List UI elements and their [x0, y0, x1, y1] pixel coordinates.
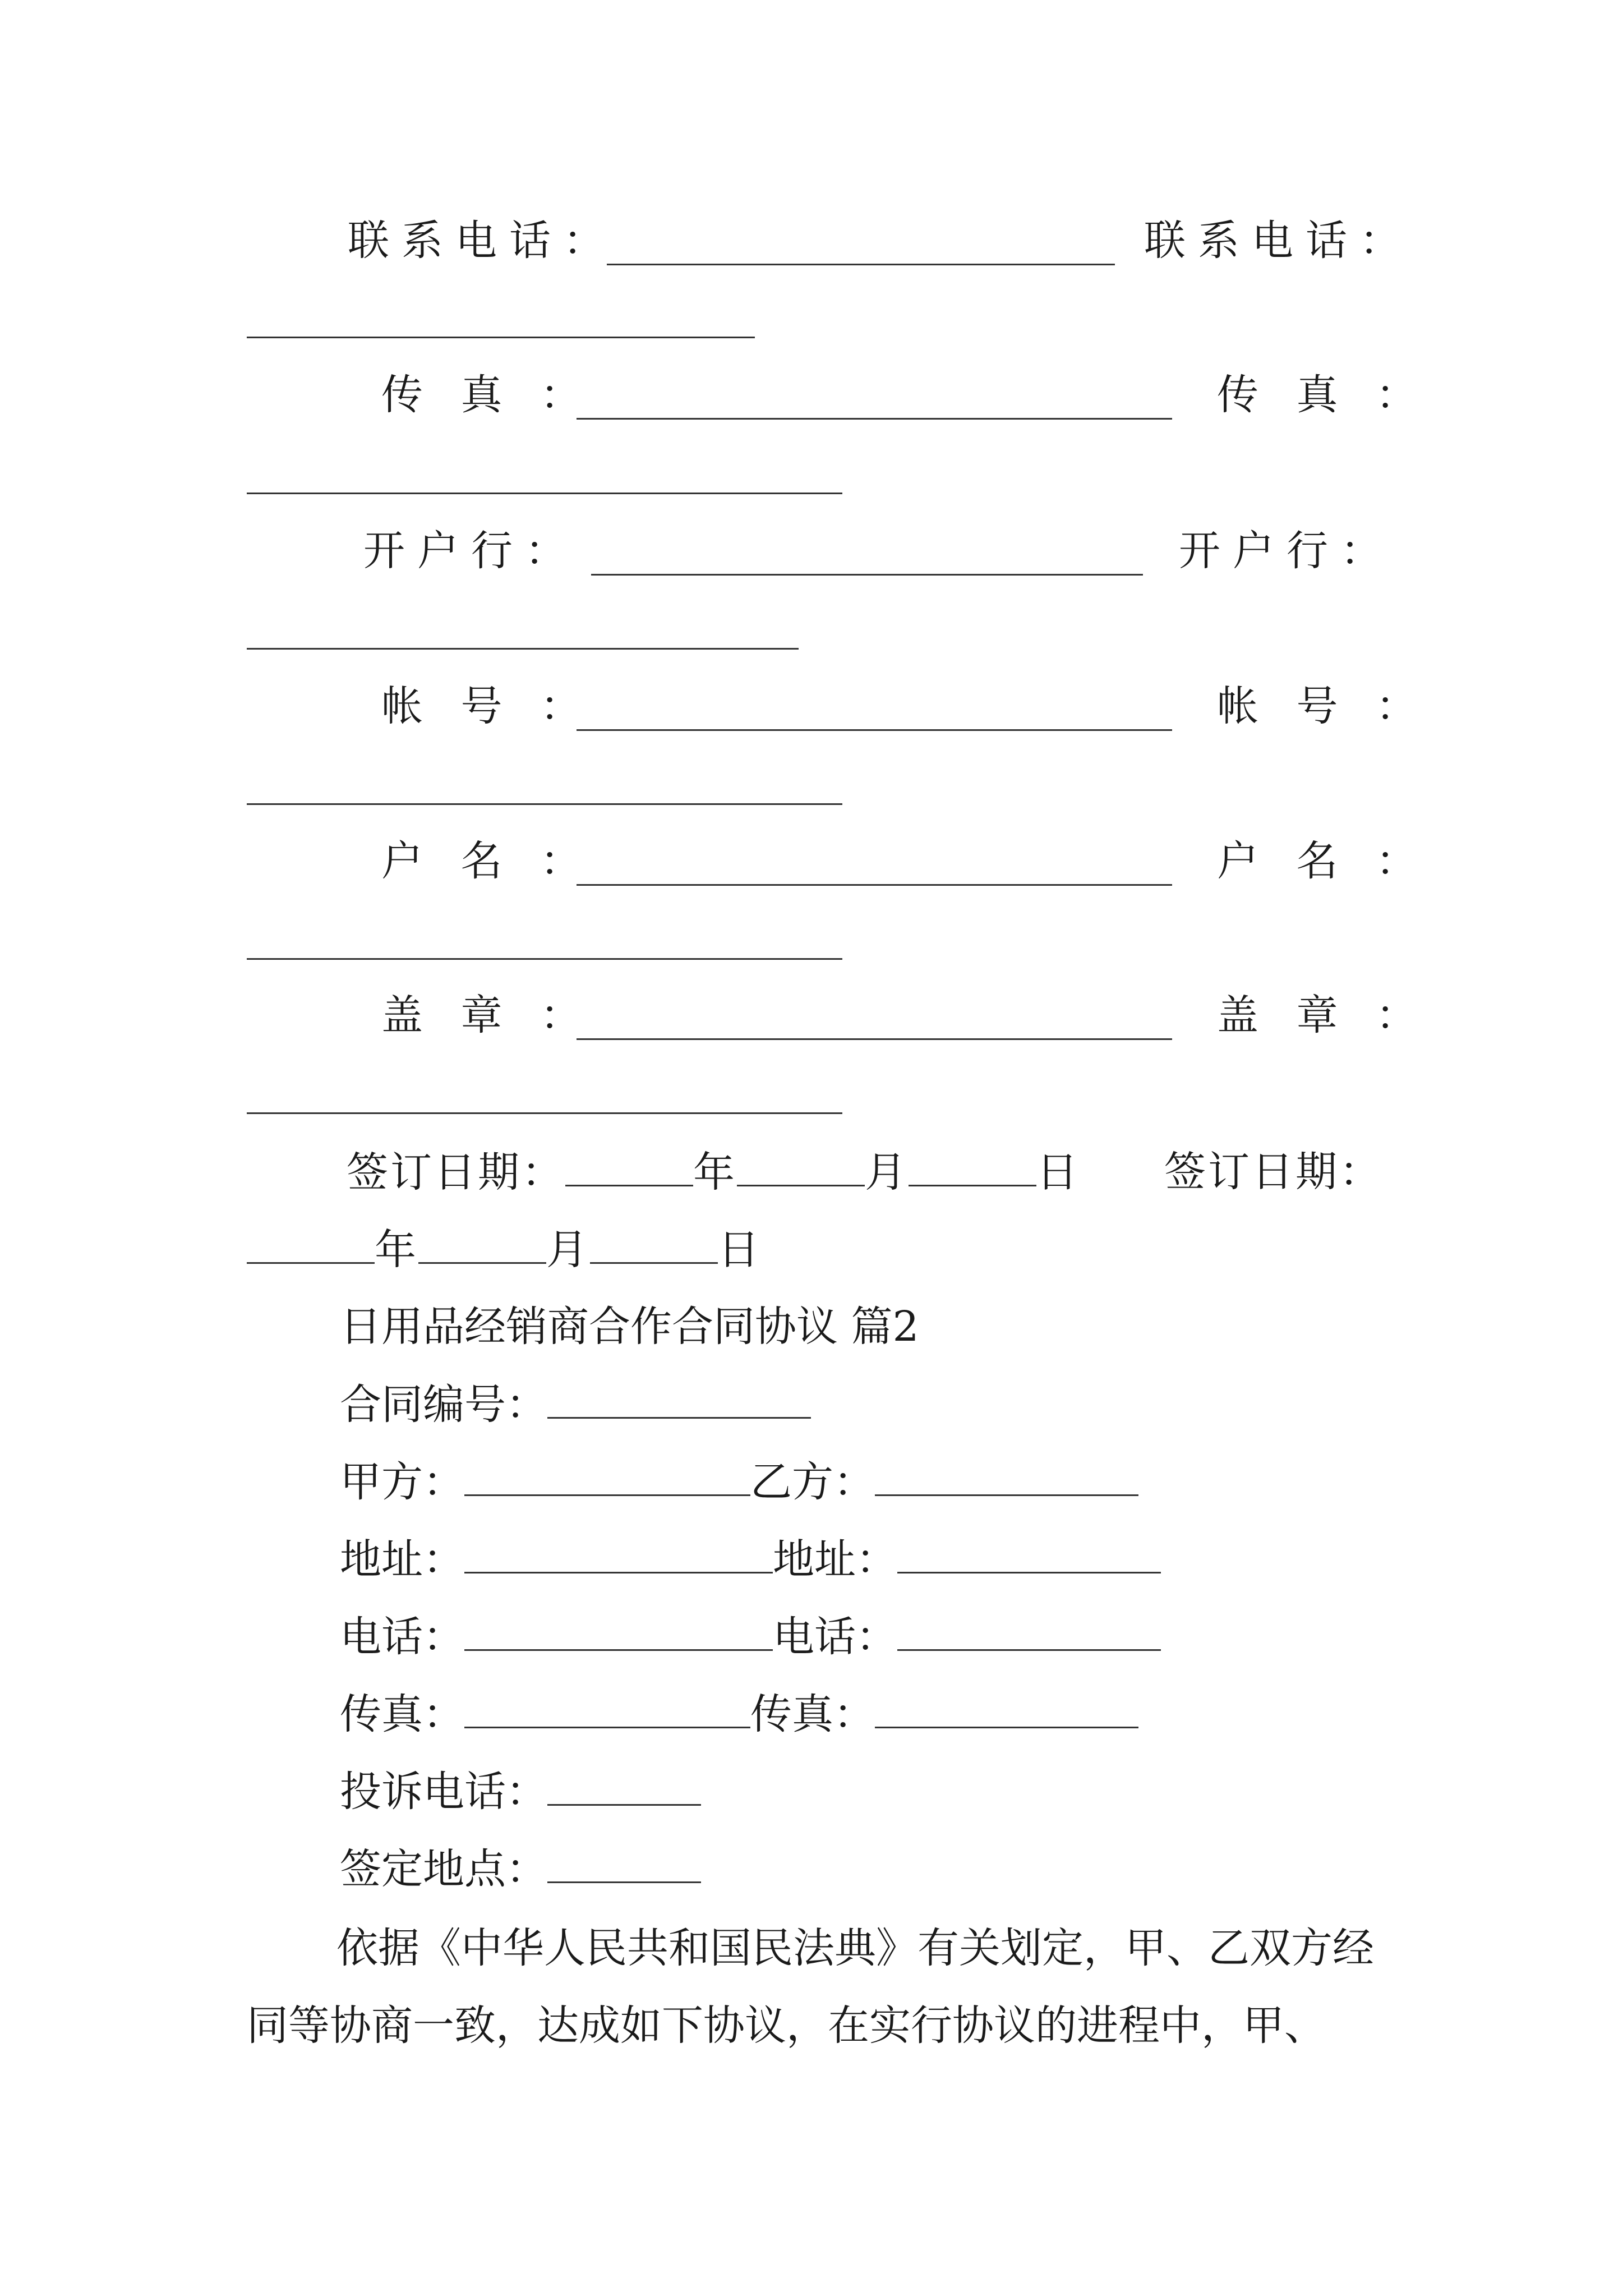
fax2-a-label: 传真：: [340, 1690, 464, 1738]
complaint-row: [340, 1768, 701, 1816]
account-label-b: 帐 号 ：: [1217, 682, 1430, 730]
fax2-a-field[interactable]: [464, 1693, 750, 1728]
seal-field-b[interactable]: [247, 1112, 842, 1114]
complaint-phone-label: 投诉电话：: [340, 1768, 547, 1816]
contact-phone-label-a: 联系电话：: [348, 217, 617, 265]
signing-date-label: 签订日期：: [347, 1148, 565, 1197]
year-label-b: 年: [375, 1226, 418, 1274]
month-label-b: 月: [546, 1226, 590, 1274]
sign-place-row: [340, 1845, 701, 1893]
section-title: 日用品经销商合作合同协议 篇2: [340, 1303, 919, 1351]
address-a-label: 地址：: [340, 1535, 464, 1584]
day-blank-b[interactable]: [590, 1228, 718, 1264]
sign-place-label: 签定地点：: [340, 1845, 547, 1893]
month-blank-b[interactable]: [418, 1228, 546, 1264]
sign-place-field[interactable]: [547, 1848, 701, 1883]
party-b-field[interactable]: [875, 1461, 1138, 1496]
contact-phone-field-b[interactable]: [247, 337, 755, 338]
contact-phone-label-b: 联系电话：: [1144, 217, 1413, 265]
account-label-a: 帐 号 ：: [381, 682, 594, 730]
fax-field-b[interactable]: [247, 493, 842, 494]
fax-label-a: 传 真 ：: [381, 371, 594, 419]
year-blank[interactable]: [565, 1151, 693, 1186]
contract-no-field[interactable]: [547, 1383, 811, 1419]
signing-date-b: [247, 1226, 762, 1274]
month-label: 月: [865, 1148, 909, 1197]
month-blank[interactable]: [737, 1151, 865, 1186]
fax-field-a[interactable]: [577, 418, 1172, 420]
fax-row: [340, 1690, 1138, 1738]
day-label-b: 日: [718, 1226, 762, 1274]
phone-row: [340, 1613, 1161, 1661]
address-row: [340, 1535, 1161, 1584]
body-paragraph: 依据《中华人民共和国民法典》有关划定，甲、乙双方经同等协商一致，达成如下协议，在实行协议的进程中，甲、: [247, 1924, 1374, 2050]
fax2-b-field[interactable]: [875, 1693, 1138, 1728]
party-a-label: 甲方：: [340, 1458, 464, 1506]
year-label: 年: [693, 1148, 737, 1197]
bank-field-b[interactable]: [247, 648, 799, 650]
bank-field-a[interactable]: [591, 574, 1143, 576]
signing-date-a: [347, 1148, 1080, 1197]
party-row: [340, 1458, 1138, 1506]
account-name-label-b: 户 名 ：: [1217, 837, 1430, 885]
party-a-field[interactable]: [464, 1461, 750, 1496]
complaint-phone-field[interactable]: [547, 1770, 701, 1806]
contract-no-row: [340, 1381, 811, 1429]
contract-no-label: 合同编号：: [340, 1381, 547, 1429]
fax2-b-label: 传真：: [750, 1690, 875, 1738]
day-blank[interactable]: [909, 1151, 1036, 1186]
address-b-label: 地址：: [773, 1535, 897, 1584]
phone-a-label: 电话：: [340, 1613, 464, 1661]
account-field-a[interactable]: [577, 729, 1172, 731]
bank-label-b: 开户行：: [1179, 527, 1394, 575]
contact-phone-field-a[interactable]: [607, 264, 1115, 265]
account-name-label-a: 户 名 ：: [381, 837, 594, 885]
party-b-label: 乙方：: [750, 1458, 875, 1506]
seal-label-a: 盖 章 ：: [381, 991, 594, 1039]
phone-b-field[interactable]: [897, 1616, 1161, 1651]
account-name-field-b[interactable]: [247, 958, 842, 960]
fax-label-b: 传 真 ：: [1217, 371, 1430, 419]
seal-field-a[interactable]: [577, 1038, 1172, 1040]
address-b-field[interactable]: [897, 1538, 1161, 1573]
phone-b-label: 电话：: [773, 1613, 897, 1661]
bank-label-a: 开户行：: [363, 527, 579, 575]
account-name-field-a[interactable]: [577, 884, 1172, 886]
day-label: 日: [1036, 1148, 1080, 1197]
address-a-field[interactable]: [464, 1538, 773, 1573]
signing-date-label-b: 签订日期：: [1164, 1148, 1383, 1196]
account-field-b[interactable]: [247, 803, 842, 805]
year-blank-b[interactable]: [247, 1228, 375, 1264]
seal-label-b: 盖 章 ：: [1217, 991, 1430, 1039]
phone-a-field[interactable]: [464, 1616, 773, 1651]
